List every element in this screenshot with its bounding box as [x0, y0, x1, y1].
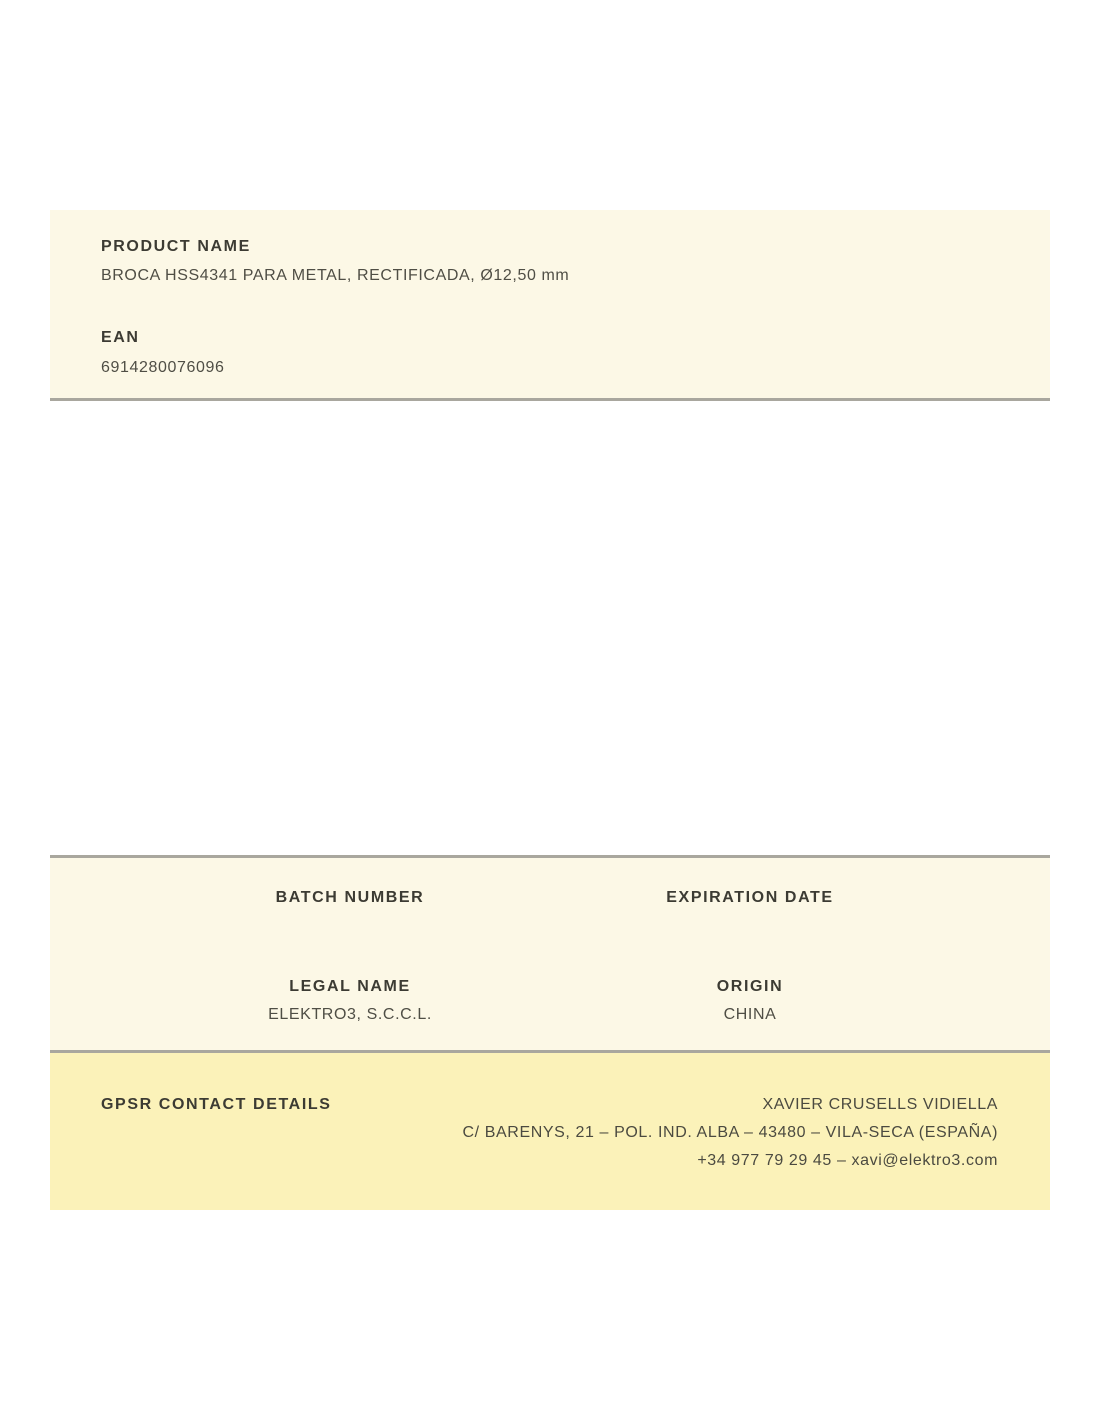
product-info-card — [50, 210, 1050, 401]
gpsr-contact-name: XAVIER CRUSELLS VIDIELLA — [762, 1096, 998, 1113]
expiration-date-label: EXPIRATION DATE — [666, 889, 834, 906]
batch-number-label: BATCH NUMBER — [275, 889, 425, 906]
gpsr-contact-block — [463, 1091, 999, 1175]
ean-value: 6914280076096 — [101, 359, 225, 376]
gpsr-contact-details-label: GPSR CONTACT DETAILS — [101, 1096, 332, 1113]
batch-left-column — [150, 858, 550, 1025]
batch-right-column — [550, 858, 950, 1025]
gpsr-contact-phone-email: +34 977 79 29 45 – xavi@elektro3.com — [697, 1152, 998, 1169]
legal-name-value: ELEKTRO3, S.C.C.L. — [268, 1006, 432, 1023]
ean-label: EAN — [101, 329, 140, 346]
gpsr-contact-card — [50, 1053, 1050, 1210]
product-name-label: PRODUCT NAME — [101, 238, 251, 255]
gpsr-contact-address: C/ BARENYS, 21 – POL. IND. ALBA – 43480 – VILA-SECA (ESPAÑA) — [462, 1124, 998, 1141]
legal-name-label: LEGAL NAME — [289, 978, 411, 995]
batch-legal-card — [50, 855, 1050, 1053]
origin-label: ORIGIN — [716, 978, 784, 995]
gpsr-row — [101, 1095, 998, 1175]
product-name-value: BROCA HSS4341 PARA METAL, RECTIFICADA, Ø12,50 mm — [101, 267, 570, 284]
origin-value: CHINA — [723, 1006, 777, 1023]
batch-grid — [150, 858, 950, 1025]
